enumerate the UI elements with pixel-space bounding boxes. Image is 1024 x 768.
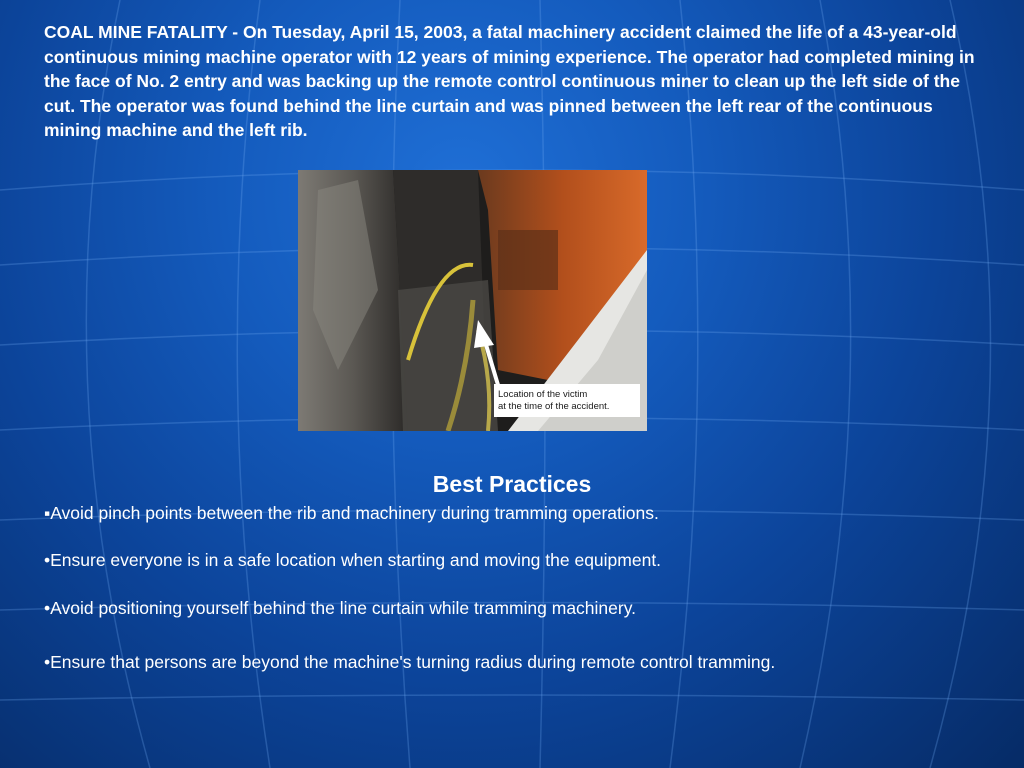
best-practices-heading: Best Practices [432, 471, 592, 497]
photo-caption-line-2: at the time of the accident. [498, 401, 610, 412]
best-practice-item: ▪Avoid pinch points between the rib and machinery during tramming operations. [44, 503, 659, 523]
accident-summary: COAL MINE FATALITY - On Tuesday, April 15, 2003, a fatal machinery accident claimed the life of a 43-year-old continuous mining machine operator with 12 years of mining experience. The operator had completed mining in the face of No. 2 entry and was backing up the remote control continuous miner to clean up the left side of the cut. The operator was found behind the line curtain and was pinned between the left rear of the continuous mining machine and the left rib. [44, 22, 975, 140]
best-practice-item: •Ensure everyone is in a safe location when starting and moving the equipment. [44, 550, 662, 570]
photo-caption [494, 384, 640, 417]
best-practice-item: •Avoid positioning yourself behind the line curtain while tramming machinery. [44, 598, 637, 618]
photo-caption-line-1: Location of the victim [498, 389, 588, 400]
best-practice-item: •Ensure that persons are beyond the machine's turning radius during remote control tramming. [44, 652, 776, 672]
